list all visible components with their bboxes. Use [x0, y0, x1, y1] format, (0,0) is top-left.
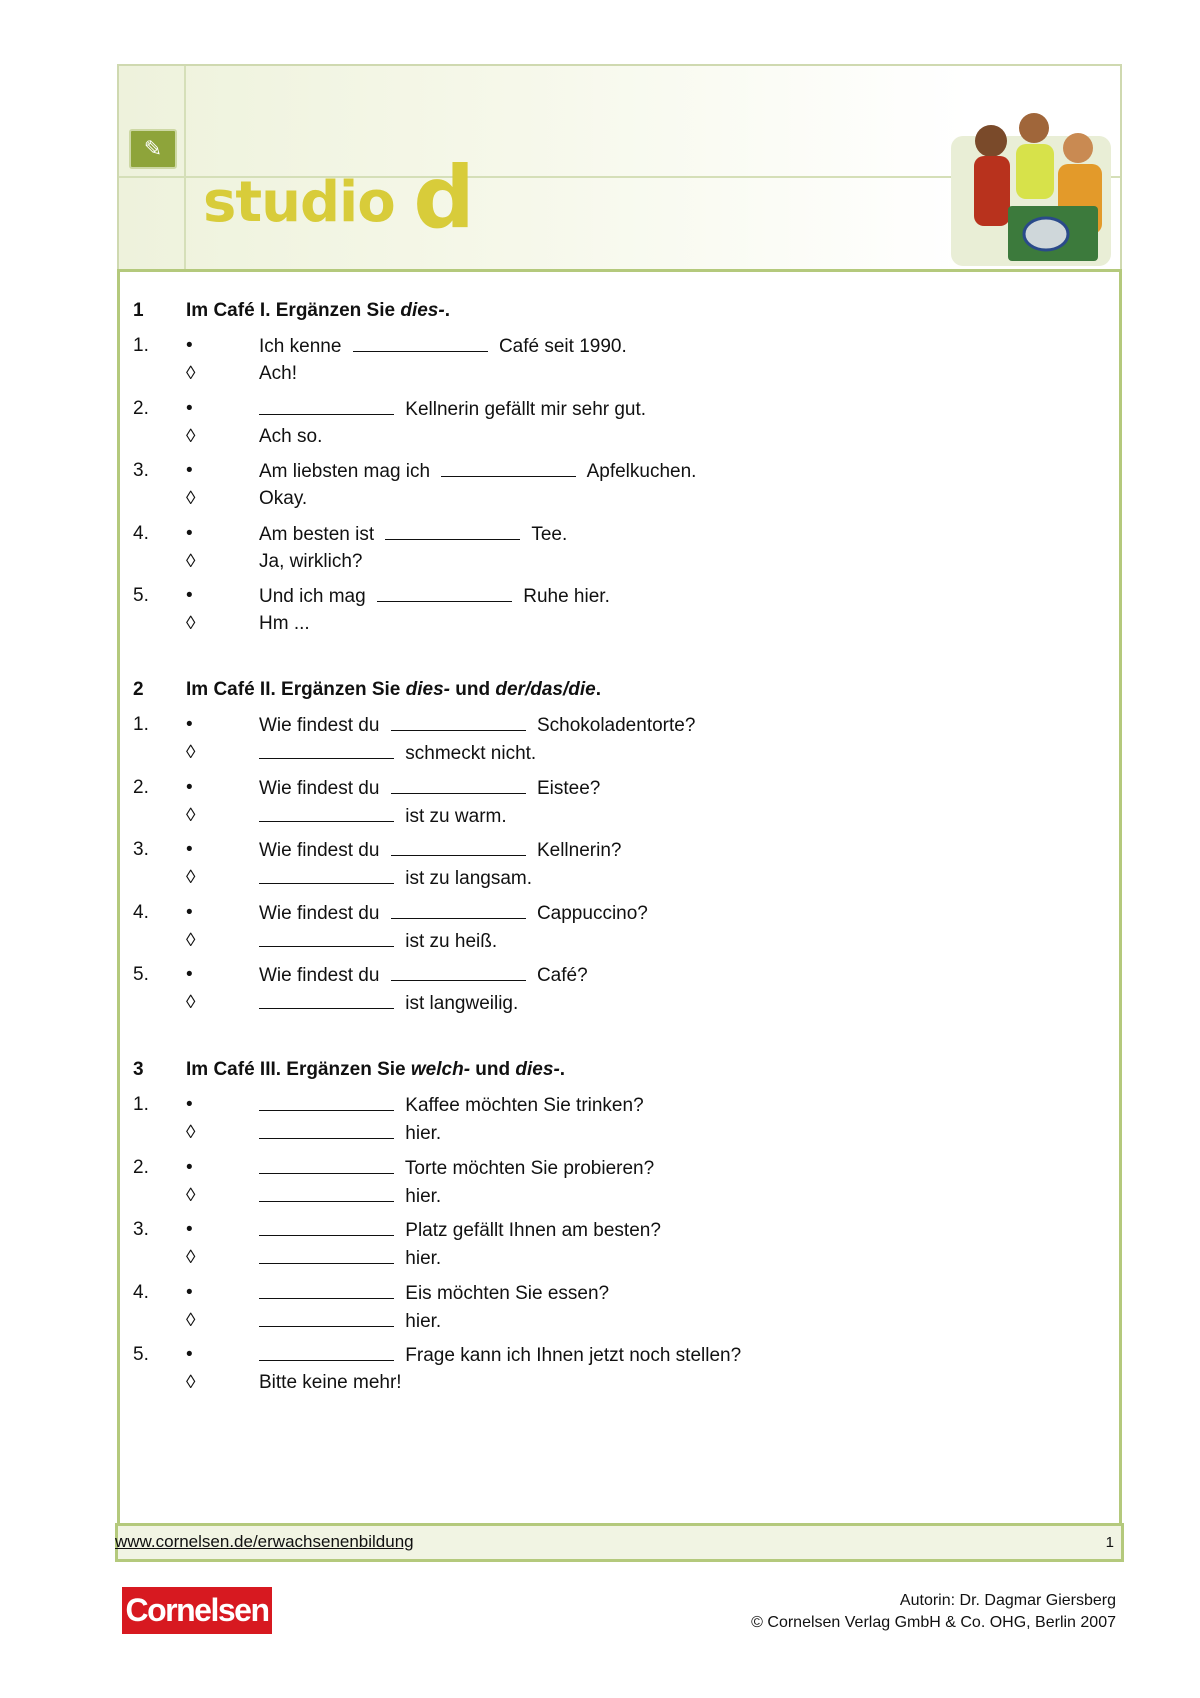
answer-blank[interactable] [259, 1122, 394, 1139]
line-text: hier. [400, 1248, 442, 1269]
title-part: Im Café II. Ergänzen Sie [186, 679, 406, 700]
line-text: Bitte keine mehr! [259, 1372, 402, 1393]
publisher-website-link[interactable]: www.cornelsen.de/erwachsenenbildung [115, 1532, 414, 1551]
item-number: 3. [133, 460, 149, 481]
title-part: Im Café III. Ergänzen Sie [186, 1059, 411, 1080]
line-text: Ach so. [259, 425, 323, 447]
answer-marker: ◊ [186, 929, 196, 951]
question-bullet: • [186, 776, 193, 798]
item-number: 4. [133, 1281, 149, 1303]
copyright-notice: © Cornelsen Verlag GmbH & Co. OHG, Berlin 2007 [751, 1614, 1116, 1631]
answer-blank[interactable] [391, 777, 526, 794]
answer-line [259, 426, 322, 448]
answer-line [259, 742, 536, 765]
question-line [259, 839, 621, 862]
line-text: Eistee? [531, 777, 601, 799]
question-bullet: • [186, 1344, 193, 1365]
answer-line [259, 1185, 441, 1208]
question-line [259, 1282, 609, 1305]
item-number: 1. [133, 335, 149, 356]
line-text: Hm ... [259, 613, 310, 634]
question-line [259, 1344, 741, 1367]
line-text: ist zu heiß. [400, 930, 498, 952]
line-text: Cappuccino? [531, 902, 648, 924]
title-part: der/das/die [495, 679, 596, 700]
item-number: 5. [133, 585, 149, 606]
pencil-book-icon: ✎ [129, 129, 177, 169]
item-number: 1. [133, 714, 149, 735]
answer-blank[interactable] [259, 1219, 394, 1236]
answer-blank[interactable] [259, 1310, 394, 1327]
line-text: Platz gefällt Ihnen am besten? [400, 1220, 661, 1241]
line-text: Schokoladentorte? [531, 715, 696, 736]
line-text: Wie findest du [259, 777, 385, 799]
question-bullet: • [186, 460, 193, 481]
question-bullet: • [186, 335, 193, 356]
answer-line [259, 488, 307, 510]
exercise-number: 3 [133, 1059, 144, 1080]
title-part: und [449, 679, 496, 700]
answer-blank[interactable] [259, 1157, 394, 1174]
question-bullet: • [186, 1156, 193, 1178]
page-number: 1 [1105, 1534, 1114, 1551]
question-bullet: • [186, 585, 193, 606]
line-text: hier. [400, 1185, 442, 1207]
answer-marker: ◊ [186, 742, 196, 763]
answer-blank[interactable] [259, 1282, 394, 1299]
line-text: Apfelkuchen. [582, 461, 697, 482]
line-text: ist langweilig. [400, 993, 519, 1014]
question-line [259, 964, 588, 987]
line-text: Ich kenne [259, 336, 347, 357]
item-number: 5. [133, 1344, 149, 1365]
exercise-title [186, 1059, 565, 1081]
title-part: Im Café I. Ergänzen Sie [186, 300, 401, 321]
answer-line [259, 613, 310, 635]
question-line [259, 1094, 644, 1117]
cornelsen-logo: Cornelsen [122, 1587, 272, 1634]
studio-d-logo [203, 142, 474, 248]
title-part: dies- [405, 679, 450, 700]
question-bullet: • [186, 1219, 193, 1240]
answer-blank[interactable] [259, 992, 394, 1009]
line-text: Am besten ist [259, 523, 380, 545]
title-part: . [559, 1059, 566, 1080]
question-line [259, 398, 646, 421]
line-text: Wie findest du [259, 715, 385, 736]
answer-line [259, 1372, 402, 1394]
question-line [259, 585, 610, 608]
answer-marker: ◊ [186, 488, 196, 509]
question-bullet: • [186, 901, 193, 923]
title-part: welch- [410, 1059, 471, 1080]
answer-blank[interactable] [377, 585, 512, 602]
item-number: 4. [133, 901, 149, 923]
line-text: Frage kann ich Ihnen jetzt noch stellen? [400, 1345, 742, 1366]
answer-marker: ◊ [186, 613, 196, 634]
brand-text: studio [203, 170, 395, 235]
line-text: Kellnerin gefällt mir sehr gut. [400, 398, 647, 420]
line-text: Ach! [259, 363, 298, 384]
content-frame [117, 270, 1122, 1525]
line-text: hier. [400, 1310, 442, 1332]
answer-blank[interactable] [259, 805, 394, 822]
answer-marker: ◊ [186, 363, 196, 384]
item-number: 2. [133, 1156, 149, 1178]
line-text: Wie findest du [259, 840, 385, 861]
item-number: 2. [133, 397, 149, 419]
answer-marker: ◊ [186, 1372, 196, 1393]
line-text: Wie findest du [259, 965, 385, 986]
item-number: 3. [133, 839, 149, 860]
title-part: dies- [515, 1059, 560, 1080]
answer-marker: ◊ [186, 550, 196, 572]
answer-line [259, 363, 297, 385]
answer-blank[interactable] [259, 1094, 394, 1111]
answer-blank[interactable] [391, 902, 526, 919]
answer-marker: ◊ [186, 804, 196, 826]
line-text: Ja, wirklich? [259, 550, 363, 572]
answer-marker: ◊ [186, 1309, 196, 1331]
question-line [259, 714, 695, 737]
answer-blank[interactable] [259, 1344, 394, 1361]
question-line [259, 460, 696, 483]
line-text: Und ich mag [259, 586, 371, 607]
line-text: Okay. [259, 488, 308, 509]
answer-line [259, 1310, 441, 1333]
line-text: schmeckt nicht. [400, 743, 537, 764]
answer-blank[interactable] [259, 742, 394, 759]
question-line [259, 335, 627, 358]
line-text: Tee. [526, 523, 568, 545]
answer-blank[interactable] [441, 460, 576, 477]
answer-marker: ◊ [186, 1122, 196, 1143]
exercise-number: 2 [133, 679, 144, 700]
page-header [117, 64, 1122, 271]
question-bullet: • [186, 1281, 193, 1303]
question-bullet: • [186, 964, 193, 985]
title-part: . [595, 679, 601, 700]
question-bullet: • [186, 522, 193, 544]
answer-line [259, 1122, 441, 1145]
answer-marker: ◊ [186, 1247, 196, 1268]
exercise-number: 1 [133, 300, 144, 321]
question-bullet: • [186, 1094, 193, 1115]
title-part: dies- [400, 300, 445, 321]
answer-blank[interactable] [391, 714, 526, 731]
answer-line [259, 551, 362, 573]
line-text: Kaffee möchten Sie trinken? [400, 1095, 644, 1116]
line-text: ist zu warm. [400, 805, 507, 827]
item-number: 3. [133, 1219, 149, 1240]
line-text: Ruhe hier. [517, 586, 610, 607]
credits [751, 1590, 1116, 1634]
title-part: . [444, 300, 450, 321]
answer-blank[interactable] [259, 1185, 394, 1202]
brand-letter: d [413, 148, 474, 248]
answer-line [259, 930, 497, 953]
answer-marker: ◊ [186, 425, 196, 447]
author-credit: Autorin: Dr. Dagmar Giersberg [899, 1592, 1116, 1609]
answer-marker: ◊ [186, 1184, 196, 1206]
item-number: 2. [133, 776, 149, 798]
question-line [259, 902, 648, 925]
question-bullet: • [186, 714, 193, 735]
answer-line [259, 992, 518, 1015]
exercise-title [186, 679, 601, 701]
answer-blank[interactable] [259, 398, 394, 415]
line-text: Torte möchten Sie probieren? [400, 1157, 655, 1179]
question-bullet: • [186, 839, 193, 860]
item-number: 5. [133, 964, 149, 985]
answer-line [259, 805, 507, 828]
answer-marker: ◊ [186, 867, 196, 888]
question-bullet: • [186, 397, 193, 419]
answer-blank[interactable] [385, 523, 520, 540]
answer-blank[interactable] [353, 335, 488, 352]
header-divider-vertical [184, 66, 186, 271]
line-text: Wie findest du [259, 902, 385, 924]
answer-line [259, 1247, 441, 1270]
answer-blank[interactable] [259, 867, 394, 884]
header-photo [946, 96, 1116, 268]
line-text: Am liebsten mag ich [259, 461, 436, 482]
line-text: Café seit 1990. [493, 336, 627, 357]
item-number: 1. [133, 1094, 149, 1115]
answer-marker: ◊ [186, 992, 196, 1013]
line-text: ist zu langsam. [400, 868, 532, 889]
answer-line [259, 867, 532, 890]
line-text: Kellnerin? [531, 840, 622, 861]
answer-blank[interactable] [259, 1247, 394, 1264]
question-line [259, 1219, 661, 1242]
question-line [259, 523, 567, 546]
line-text: Eis möchten Sie essen? [400, 1282, 610, 1304]
answer-blank[interactable] [391, 839, 526, 856]
answer-blank[interactable] [391, 964, 526, 981]
line-text: hier. [400, 1123, 442, 1144]
item-number: 4. [133, 522, 149, 544]
line-text: Café? [531, 965, 588, 986]
title-part: und [470, 1059, 516, 1080]
question-line [259, 777, 600, 800]
answer-blank[interactable] [259, 930, 394, 947]
exercise-title [186, 300, 450, 322]
question-line [259, 1157, 654, 1180]
